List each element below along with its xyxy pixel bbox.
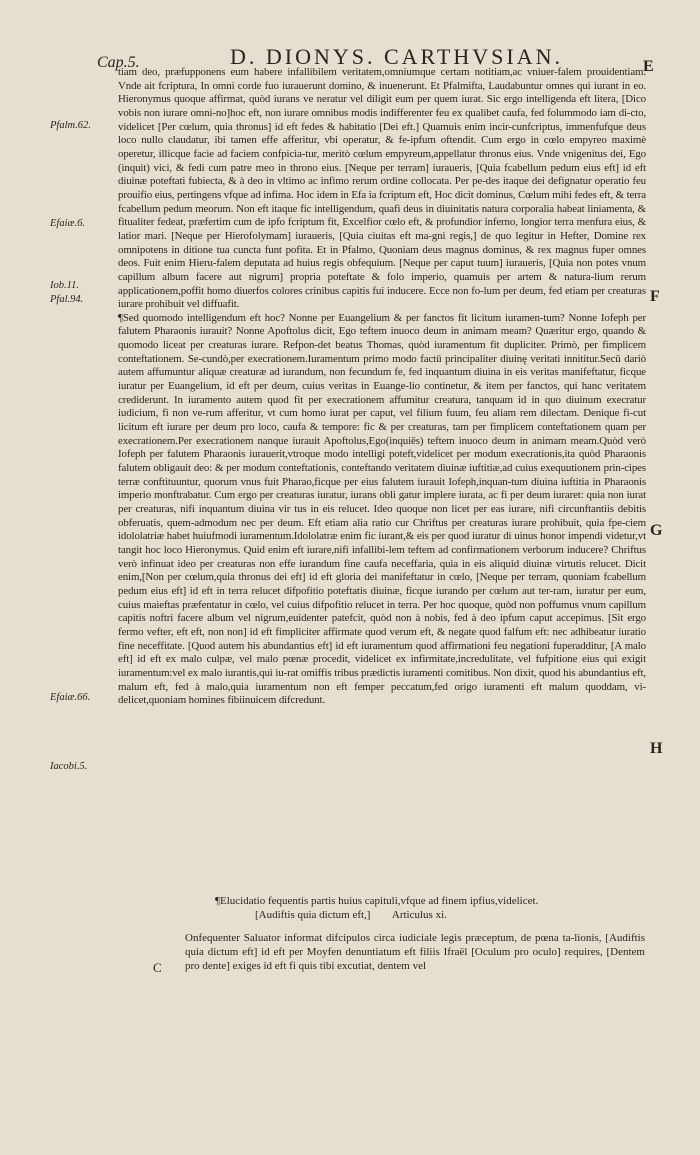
chapter-label: Cap.5. xyxy=(97,54,140,71)
section-letter-g: G xyxy=(650,522,663,539)
margin-note-psalm62: Pfalm.62. xyxy=(50,120,91,131)
margin-note-psal94: Pfal.94. xyxy=(50,294,84,305)
running-header xyxy=(0,30,700,75)
section-heading-block xyxy=(215,894,635,922)
article-label: Articulus xi. xyxy=(391,909,447,921)
section-letter-h: H xyxy=(650,740,663,757)
margin-note-esaie66: Efaiæ.66. xyxy=(50,692,91,703)
main-text xyxy=(118,66,646,708)
margin-note-iacobi5: Iacobi.5. xyxy=(50,761,88,772)
section-subheading xyxy=(215,908,635,922)
section-subheading-text: [Audiftis quia dictum eft,] xyxy=(255,909,371,921)
paragraph-2: ¶Sed quomodo intelligendum eft hoc? Nonne per Euangelium & per fanctos fit licitum iuramen-tum? Nonne Iofeph per falutem Pharaonis iurauit? Nonne Apoftolus dicit, Ego teftem inuoco deum in animam meam? Quæritur ergo, quando & quomodo liceat per creaturas iurare. Refpon-det beatus Thomas, quòd iuramentum fit dupliciter. Primò, per fimplicem conteftationem. Se-cundò,per execrationem.Iuramentum primo modo factū principaliter diuinę veritati innititur.Secū dariò autem affumuntur aliquæ creaturæ ad iurandum, non fecundum fe, fed inquantum diuina in eis veritas manifeftatur, ficque iuratur per Euangelium, id eft per deum, cuius veritas in Euange-lio continetur, & item per fanctos, qui hanc veritatem crediderunt. In iuramento autem quod fit per execrationem affumitur creatura, tanquam id in quo diuinum execratur iudicium, fi non ve-rum afferitur, vt cum homo iurat per caput, vel filium fuum, feu aliam rem dilectam. Denique fi-cut licitum eft iurare per deum pro loco, caufa & tempore: fic & per creaturas, tam per fimplicem conteftationem quam per execrationem.Per execrationem nanque iurauit Apoftolus,Ego(inquiēs) teftem inuoco deum in animam meam.Quòd verò Iofeph per falutem Pharaonis iurauerit,vtroque modo intelligi poteft,videlicet per modum execrationis,ita quòd Pharaonis falutem obligauit deo: & per modum conteftationis, conteftando veritatem diuinæ iuftitiæ,ad cuius exequutionem prin-cipes terræ conftituuntur, quorum vnus fuit Pharao,ficque per eius falutem iurauit Iofeph,inquan-tum diuina iuftitia in Pharaonis imperio monftrabatur. Cum ergo per creaturas iuratur, iurans obli gatur implere iurata, ac fi per deum iuraret: quia non iurat per creaturas, nifi inquantum diuina vir tus in eis relucet. Ideo quoque non licet per eas iurare, nifi circunftantiis debitis obferuatis, quem-admodum nec per deum. Eft etiam alia ratio cur Chriftus per creaturas iurare prohibuit, quia fpe-ciem idololatriæ habet huiufmodi iuramentum.Idololatræ enim fic iurant,& eis per quod iuratur di uinus honor impendi videtur,vt tangit hoc loco Hieronymus. Quid enim eft iurare,nifi infallibi-lem teftem ad confirmationem verborum inducere? Chriftus verò infinuat ideo per creaturas non effe iurandum fine caufa neceffaria, quia in eis aliquid diuinæ virtutis relucet. Dicit enim,[Non per cœlum,quia thronus dei eft] id eft gloria dei manifeftatur in cœlo, [Neque per terram, quoniam fcabellum pedum eius eft] id eft in terra relucet difpofitio poteftatis diuinæ, ficque iurando per cœlum aut ter-ram, iuratur per eum, cuius maieftas præfentatur in cœlo, vel cuius difpofitio relucet in terra. Per hoc quoque, quòd non poffumus vnum capillum capitis noftri facere album vel nigrum,euidenter patefcit, quòd non à nobis, fed à deo ipfum caput accepimus. [Sit ergo fermo vefter, eft eft, non non] id eft fimpliciter affirmate quod verum eft, & negate quod falfum eft: nec adhibeatur iuratio fine neceffitate. [Quod autem his abundantius eft] id eft iuramentum quod affirmationi feu negationi fuperadditur, [A malo eft] id eft ex malo culpæ, vel malo pœnæ procedit, videlicet ex infirmitate,incredulitate, vel fufpitione eius qui exigit iuramentum:vel ex malo iurantis,qui iu-rat omiffis tribus prædictis iuramenti comitibus. Non dixit, quod his abundantius eft, malum eft, fed à malo,quia iuramentum non eft femper peccatum,fed origo iuramenti eft malum quoddam, vi-delicet,quoniam homines fibiinuicem difcredunt. xyxy=(118,311,646,707)
margin-note-iob11: Iob.11. xyxy=(50,280,79,291)
section-letter-e: E xyxy=(643,58,654,75)
margin-letter-c: C xyxy=(153,960,162,975)
page-title: D. DIONYS. CARTHVSIAN. xyxy=(230,44,563,69)
section-text: Onfequenter Saluator informat difcipulos circa iudiciale legis præceptum, de pœna ta-lionis, [Audiftis quia dictum eft] id eft per Moyfen denuntiatum eft filiis Ifraël [Oculum pro oculo] requires, [Dentem pro dente] exiges id eft fi quis tibi excutiat, dentem vel xyxy=(185,932,645,972)
paragraph-1: tiam deo, præfupponens eum habere infallibilem veritatem,omniumque certam notitiam,ac vniuer-falem prouidentiam. Vnde ait fcriptura, In omni corde fuo iurauerunt domino, & inuenerunt. Et Pfalmifta, Laudabuntur omnes qui iurant in eo. Hieronymus quoque affirmat, quòd iurans ve neratur vel diligit eum per quem iurat. Sic ergo intelligenda eft litera, [Dico vobis non iurare omni-no]hoc eft, non iurare omnibus modis indifferenter feu ex qualibet caufa, fed folummodo iam di-cto, videlicet [Per cœlum, quia thronus] id eft fedes & habitatio [Dei eft.] Quamuis enim incir-cunfcriptus, immenfufque deus loco nullo claudatur, ibi tamen effe afferitur, vbi operatur, & fe-ipfum oftendit. Cum ergo in cœlo empyreo maximè operetur, illicque facie ad faciem confpicia-tur, meritò cœlum empyreum,appellatur thronus eius. Vnde vnigenitus dei, Ego (inquit) vici, & fedi cum patre meo in throno eius. [Neque per terram] iuraueris, [Quia fcabellum pedum eius eft] id eft diuinæ poteftati fubiecta, & à deo in vltimo ac infimo rerum ordine collocata. Per pe-des itaque dei defignatur operatio feu prouifio eius, pertingens vfque ad infima. Hoc idem in Efa ia fcriptum eft, Hoc dicit dominus, Cœlum mihi fedes eft, & terra fcabellum pedum meorum. Non eft itaque fic intelligendum, quafi deus in diuinitatis natura corporalia habeat liniamenta, & fitualiter fedeat, præfertim cum de ipfo fcriptum fit, Excelfior cœlo eft, & profundior inferno, longior terra menfura eius, & latior mari. [Neque per Hierofolymam] iuraueris, [Quia ciuitas eft ma-gni regis,] de quo legitur in Hefter, Domine rex omnipotens in ditione tua cuncta funt pofita. Et in Pfalmo, Quoniam deus magnus dominus, & rex magnus fuper omnes deos. Fuit enim Hieru-falem deputata ad huius regis obfequium. [Neque per caput tuum] iuraueris, [Quia non potes vnum capillum album facere aut nigrum] propria poteftate & folo imperio, quamuis per artem & natura-lium rerum applicationem,poffit homo diuerfos colores crinibus capitis fui inducere. Ecce non fo-lum per deum, fed etiam per creaturas iurare prohibuit vel diffuafit. xyxy=(118,66,646,311)
section-letter-f: F xyxy=(650,288,660,305)
section-heading: ¶Elucidatio fequentis partis huius capituli,vfque ad finem ipfius,videlicet. xyxy=(215,895,539,907)
margin-note-esaie6: Efaiæ.6. xyxy=(50,218,86,229)
